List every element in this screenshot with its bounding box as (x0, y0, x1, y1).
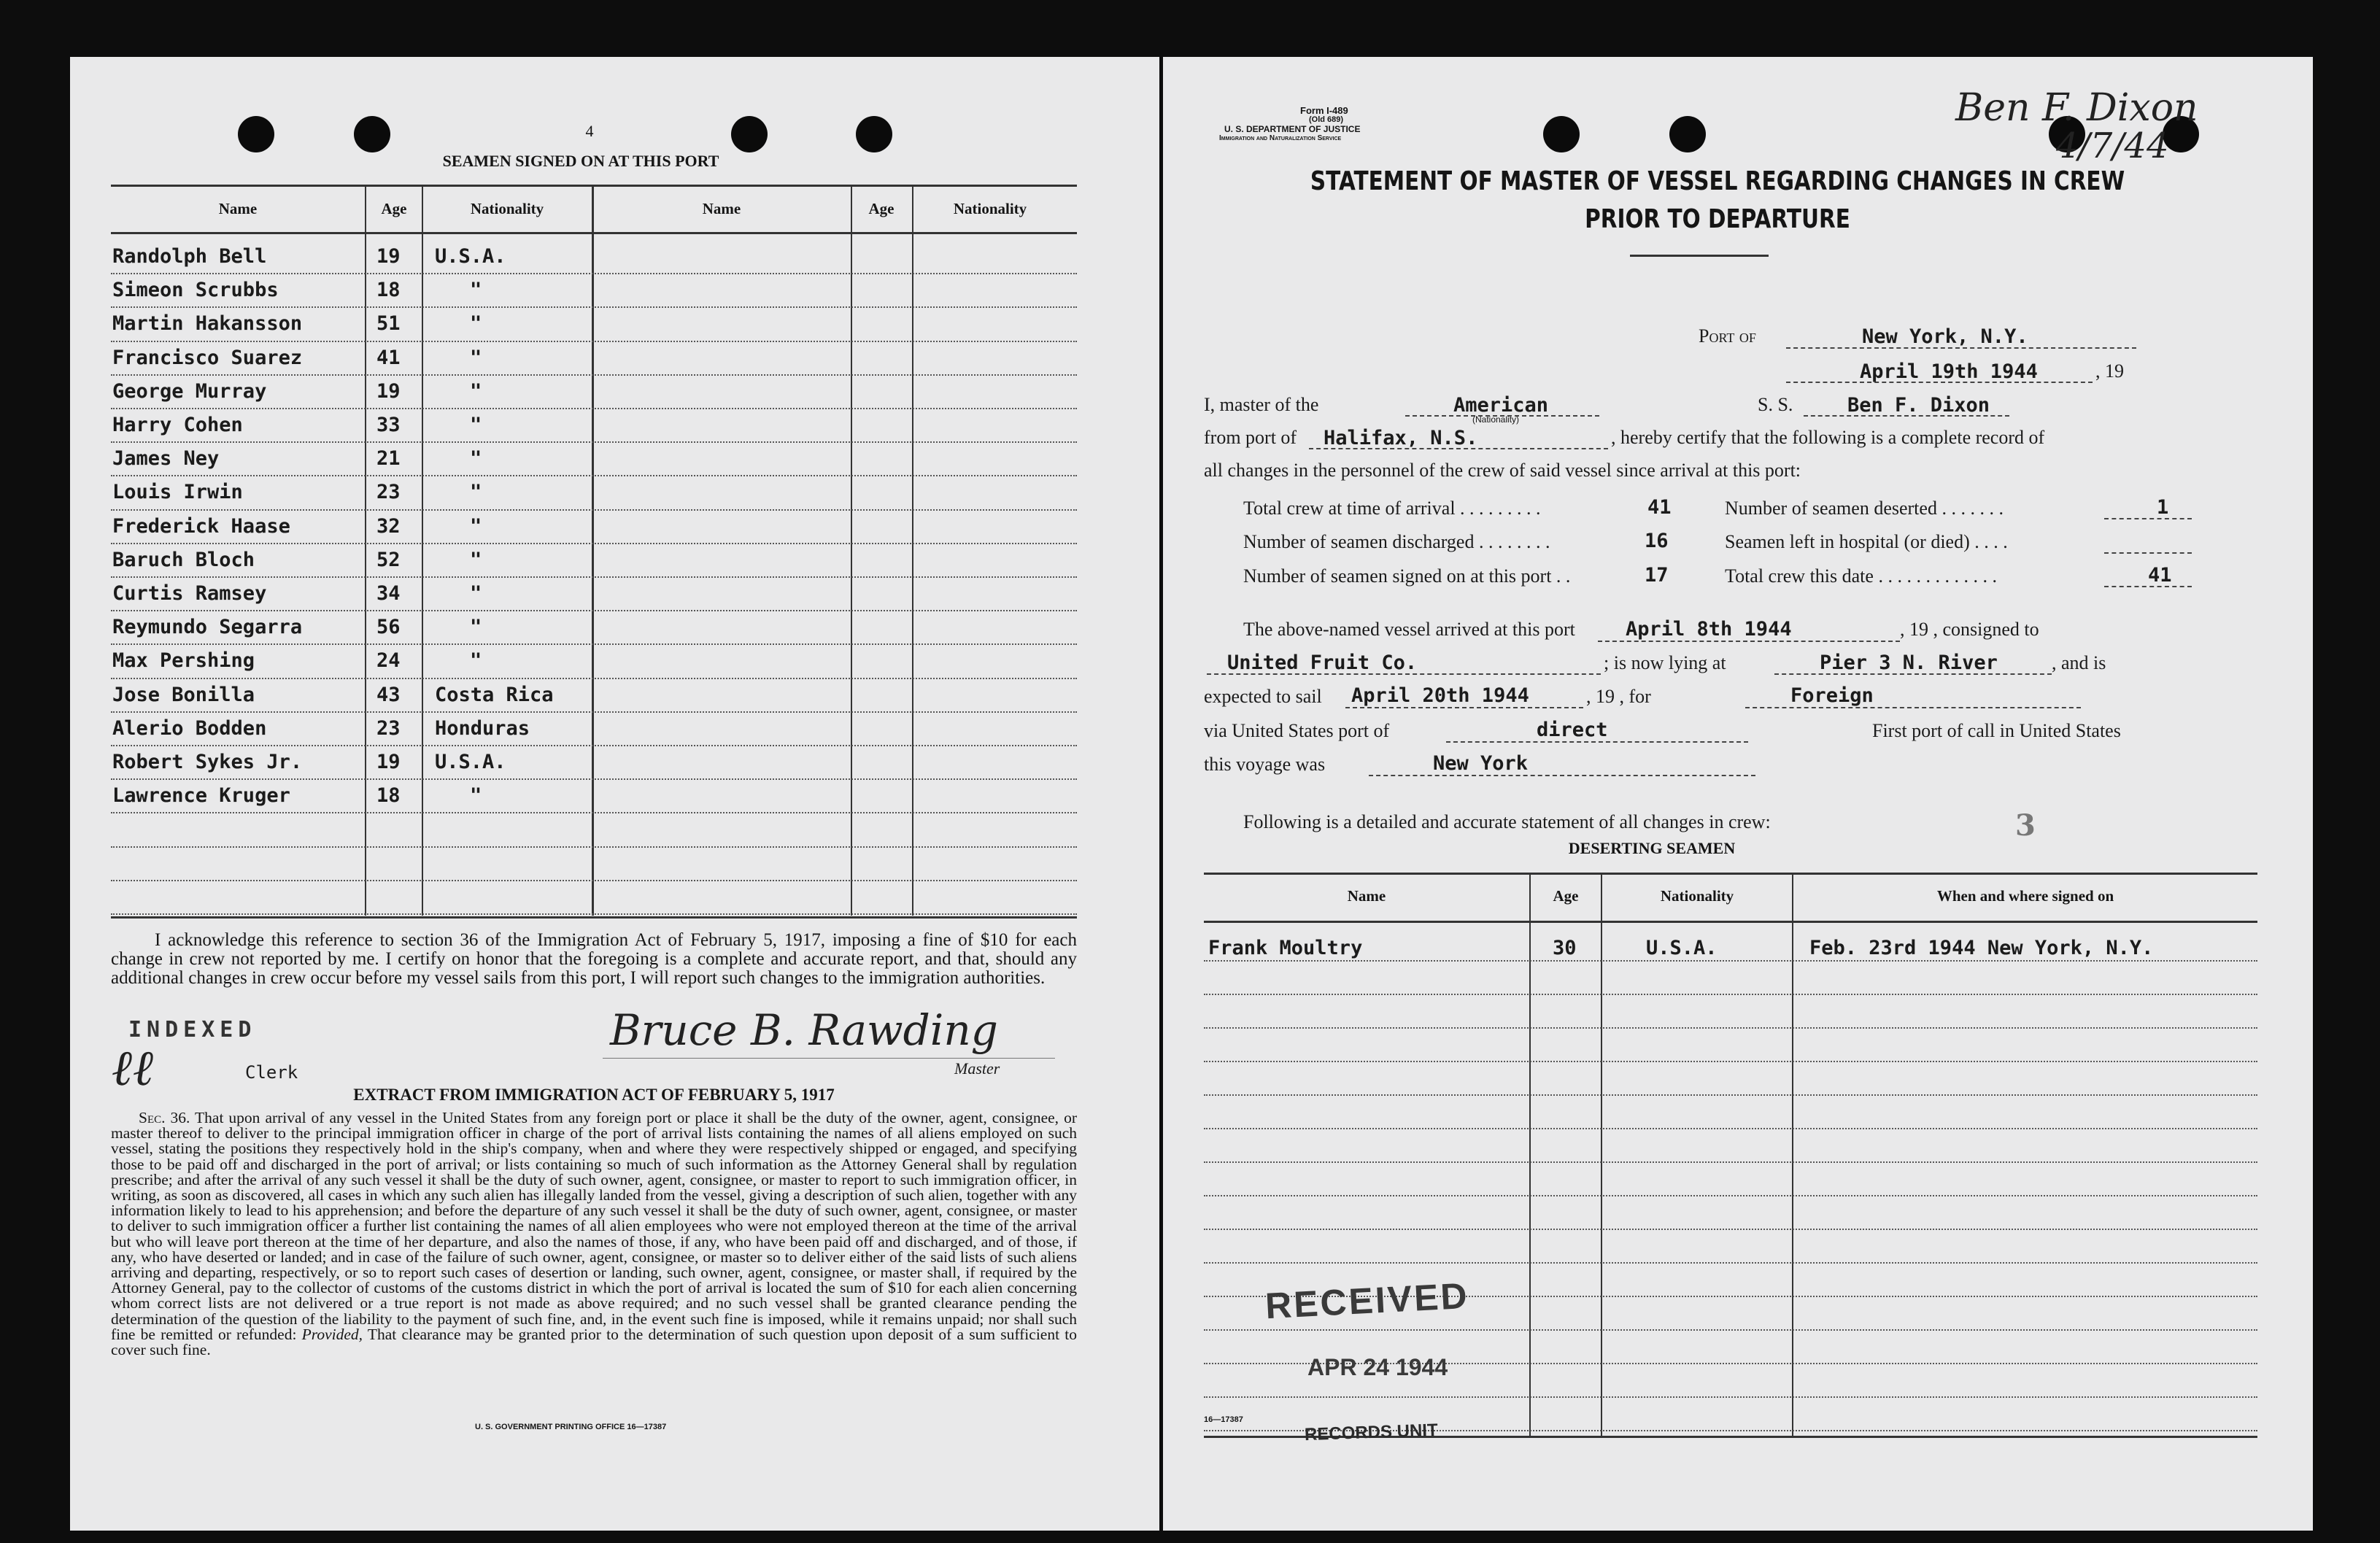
dcol-age: Age (1553, 887, 1579, 905)
deserter-nationality: U.S.A. (1646, 937, 1718, 959)
deserting-title: DESERTING SEAMEN (1568, 839, 1736, 857)
changes-text: all changes in the personnel of the crew of said vessel since arrival at this port: (1204, 460, 1801, 481)
col-header-nationality-2: Nationality (953, 200, 1027, 217)
from-port-value: Halifax, N.S. (1324, 427, 1478, 449)
stat-discharged: 16 (1645, 530, 1669, 552)
sail-suffix: , 19 , for (1586, 686, 1651, 707)
indexed-stamp: INDEXED (128, 1017, 257, 1043)
seaman-age: 19 (376, 379, 401, 403)
seaman-nationality: " (470, 514, 482, 538)
seaman-age: 56 (376, 616, 401, 639)
seaman-nationality: " (470, 649, 482, 673)
seaman-name: George Murray (112, 379, 267, 403)
via-value: direct (1537, 719, 1608, 741)
stat-total-date-label: Total crew this date . . . . . . . . . . . . . (1725, 565, 1997, 587)
seaman-name: Randolph Bell (112, 245, 267, 268)
following-text: Following is a detailed and accurate statement of all changes in crew: (1243, 811, 1771, 832)
seaman-name: Alerio Bodden (112, 716, 267, 740)
seaman-nationality: " (470, 414, 482, 436)
seaman-age: 43 (376, 683, 401, 706)
col-header-name: Name (218, 200, 258, 217)
seaman-name: Lawrence Kruger (112, 784, 290, 808)
seaman-age: 23 (376, 716, 401, 740)
seaman-name: Baruch Bloch (112, 548, 255, 571)
seaman-name: Simeon Scrubbs (112, 279, 279, 302)
form-old: (Old 689) (1309, 115, 1344, 124)
handwritten-date: 4/7/44 (2056, 125, 2169, 166)
seaman-age: 33 (376, 414, 401, 436)
ghost-mark: 3 (2015, 808, 2036, 843)
seaman-name: Curtis Ramsey (112, 582, 267, 605)
received-date-stamp: APR 24 1944 (1307, 1354, 1448, 1380)
dcol-name: Name (1347, 887, 1386, 905)
seaman-age: 21 (376, 447, 401, 471)
seaman-nationality: " (470, 447, 482, 471)
seaman-age: 19 (376, 751, 401, 773)
form-title-2: PRIOR TO DEPARTURE (1585, 204, 1850, 234)
lying-value: Pier 3 N. River (1820, 651, 1998, 674)
first-port-label: First port of call in United States (1872, 720, 2121, 741)
and-is: , and is (2052, 652, 2106, 673)
col-header-age-2: Age (868, 200, 895, 217)
handwritten-name: Ben F. Dixon (1955, 86, 2198, 130)
seaman-name: Louis Irwin (112, 481, 243, 504)
footer-code: 16—17387 (1204, 1415, 1243, 1424)
seaman-name: James Ney (112, 447, 220, 471)
lying-label: ; is now lying at (1604, 652, 1726, 673)
consignee: United Fruit Co. (1227, 651, 1418, 674)
seaman-nationality: " (470, 312, 482, 336)
punch-hole (354, 116, 390, 152)
section-title: SEAMEN SIGNED ON AT THIS PORT (442, 152, 719, 170)
seaman-age: 23 (376, 481, 401, 504)
master-signature: Bruce B. Rawding (610, 1005, 998, 1055)
seaman-nationality: " (470, 379, 482, 403)
date-value: April 19th 1944 (1860, 360, 2038, 383)
acknowledgment-text: I acknowledge this reference to section 36 of the Immigration Act of February 5, 1917, imposing a fine of $10 for each change in crew not reported by me. I certify on honor that the foregoing is a complete and accurate report, and that, should any additional changes in crew occur before my vessel sails from this port, I will report such changes to the immigration authorities. (111, 930, 1077, 988)
master-label: Master (954, 1059, 1000, 1078)
right-page (1163, 57, 2313, 1531)
stat-deserted-label: Number of seamen deserted . . . . . . . (1725, 498, 2004, 519)
seaman-name: Reymundo Segarra (112, 616, 303, 639)
dcol-nationality: Nationality (1660, 887, 1734, 905)
seaman-nationality: " (470, 582, 482, 605)
voyage-value: New York (1433, 752, 1529, 775)
punch-hole (1543, 116, 1580, 152)
clerk-label: Clerk (245, 1062, 298, 1083)
stat-signed-on-label: Number of seamen signed on at this port . . (1243, 565, 1571, 587)
date-suffix: , 19 (2095, 360, 2124, 382)
stat-total-arrival: 41 (1647, 496, 1672, 519)
seaman-name: Frederick Haase (112, 514, 290, 538)
deserter-age: 30 (1553, 937, 1577, 959)
destination: Foreign (1790, 684, 1874, 707)
seaman-nationality: U.S.A. (435, 751, 506, 773)
seaman-name: Jose Bonilla (112, 683, 255, 706)
seaman-name: Martin Hakansson (112, 312, 303, 336)
form-title-1: STATEMENT OF MASTER OF VESSEL REGARDING CHANGES IN CREW (1310, 166, 2125, 196)
ss-label: S. S. (1758, 394, 1793, 415)
seaman-nationality: " (470, 346, 482, 369)
dcol-signed-on: When and where signed on (1936, 887, 2114, 905)
seaman-age: 18 (376, 784, 401, 808)
received-stamp: RECEIVED (1264, 1275, 1470, 1327)
via-label: via United States port of (1204, 720, 1390, 741)
from-port-label: from port of (1204, 427, 1297, 448)
seaman-name: Max Pershing (112, 649, 255, 673)
master-prefix: I, master of the (1204, 394, 1319, 415)
stat-deserted: 1 (2157, 496, 2169, 519)
clerk-initials: ℓℓ (112, 1039, 155, 1097)
punch-hole (856, 116, 892, 152)
arrived-label: The above-named vessel arrived at this port (1243, 619, 1575, 640)
seaman-age: 41 (376, 346, 401, 369)
seaman-nationality: " (470, 279, 482, 302)
arrived-value: April 8th 1944 (1626, 618, 1792, 641)
printer-line: U. S. GOVERNMENT PRINTING OFFICE 16—17387 (475, 1423, 667, 1431)
seaman-name: Robert Sykes Jr. (112, 751, 303, 773)
seaman-nationality: " (470, 784, 482, 808)
stat-discharged-label: Number of seamen discharged . . . . . . . . (1243, 531, 1550, 552)
col-header-age: Age (381, 200, 407, 217)
extract-text: Sec. 36. That upon arrival of any vessel in the United States from any foreign port or place it shall be the duty of the owner, agent, consignee, or master thereof to deliver to the principal immigration officer in charge of the port of arrival lists containing the names of all aliens employed on such vessel, stating the positions they respectively hold in the ship's company, when and where they were respectively shipped or engaged, and specifying those to be paid off and discharged in the port of arrival; or lists containing so much of such information as the Attorney General shall by regulation prescribe; and after the arrival of any such vessel it shall be the duty of such owner, agent, consignee, or master to report to such immigration officer, in writing, as soon as discovered, all cases in which any such alien has illegally landed from the vessel, giving a description of such alien, together with any information likely to lead to his apprehension; and before the departure of any such vessel it shall be the duty of such owner, agent, consignee, or master to deliver to such immigration officer a further list containing the names of all alien employees who were not employed thereon at the time of the arrival but who will leave port thereon at the time of her departure, and also the names of those, if any, who have been paid off and discharged, and of those, if any, who have deserted or landed; and in case of the failure of such owner, agent, consignee, or master so to deliver either of the said lists of such aliens arriving and departing, respectively, or so to report such cases of desertion or landing, such owner, agent, consignee, or master shall, if required by the Attorney General, pay to the collector of customs of the customs district in which the port of arrival is located the sum of $10 for each alien concerning whom correct lists are not delivered or a true report is not made as above required; and no such vessel shall be granted clearance pending the determination of the question of the liability to the payment of such fine, and, in the event such fine is imposed, while it remains unpaid; nor shall such fine be remitted or refunded: Provided, That clearance may be granted prior to the determination of such question upon deposit of a sum sufficient to cover such fine. (111, 1109, 1077, 1359)
seaman-age: 19 (376, 245, 401, 268)
voyage-label: this voyage was (1204, 754, 1326, 775)
left-page (70, 57, 1159, 1531)
stat-total-arrival-label: Total crew at time of arrival . . . . . . . . . (1243, 498, 1541, 519)
extract-title: EXTRACT FROM IMMIGRATION ACT OF FEBRUARY 5, 1917 (353, 1086, 835, 1104)
page-number: 4 (585, 122, 594, 140)
seaman-age: 51 (376, 312, 401, 336)
consigned-label: , 19 , consigned to (1900, 619, 2039, 640)
deserter-name: Frank Moultry (1208, 937, 1363, 959)
stat-signed-on: 17 (1645, 564, 1669, 587)
department: U. S. DEPARTMENT OF JUSTICE (1224, 124, 1361, 134)
nationality-value: American (1453, 394, 1549, 417)
expected-label: expected to sail (1204, 686, 1322, 707)
seaman-name: Francisco Suarez (112, 346, 303, 369)
punch-hole (1669, 116, 1706, 152)
service: Immigration and Naturalization Service (1219, 134, 1342, 142)
nationality-caption: (Nationality) (1472, 414, 1520, 425)
punch-hole (238, 116, 274, 152)
col-header-name-2: Name (702, 200, 741, 217)
deserter-signed-on: Feb. 23rd 1944 New York, N.Y. (1809, 937, 2154, 959)
seaman-age: 24 (376, 649, 401, 673)
col-header-nationality: Nationality (470, 200, 544, 217)
seaman-age: 34 (376, 582, 401, 605)
seaman-age: 32 (376, 514, 401, 538)
seaman-nationality: " (470, 616, 482, 639)
records-unit-stamp: RECORDS UNIT (1304, 1420, 1439, 1445)
form-number: Form I-489 (1300, 105, 1348, 116)
stat-hospital-label: Seamen left in hospital (or died) . . . . (1725, 531, 2008, 552)
seaman-age: 52 (376, 548, 401, 571)
seaman-nationality: " (470, 548, 482, 571)
seaman-nationality: Costa Rica (435, 683, 554, 706)
certify-text: , hereby certify that the following is a complete record of (1611, 427, 2045, 448)
port-value: New York, N.Y. (1862, 325, 2028, 348)
seaman-nationality: " (470, 481, 482, 504)
seaman-name: Harry Cohen (112, 414, 243, 436)
sail-date: April 20th 1944 (1351, 684, 1529, 707)
seaman-age: 18 (376, 279, 401, 302)
stat-total-date: 41 (2148, 564, 2172, 587)
seaman-nationality: Honduras (435, 716, 530, 740)
seaman-nationality: U.S.A. (435, 245, 506, 268)
port-label: Port of (1699, 325, 1756, 347)
vessel-name: Ben F. Dixon (1847, 394, 1990, 417)
punch-hole (731, 116, 768, 152)
